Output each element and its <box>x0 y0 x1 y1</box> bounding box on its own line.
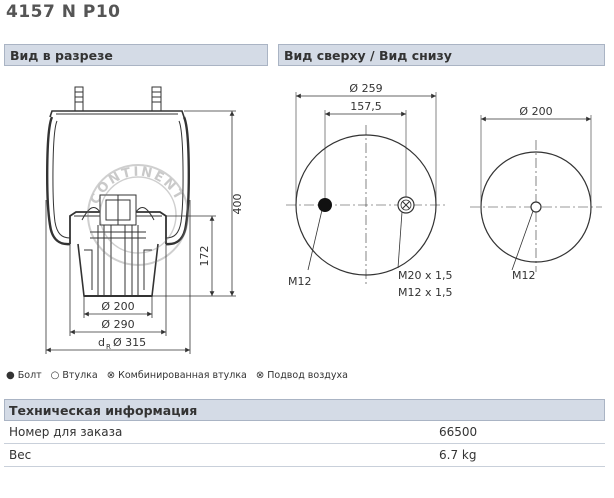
height-lower-label: 172 <box>198 245 211 267</box>
dia-315-label: Ø 315 <box>113 336 147 349</box>
bottom-view-drawing <box>470 115 602 272</box>
table-row <box>4 421 605 444</box>
bushing-icon <box>531 202 541 212</box>
watermark-text: CONTINENT <box>87 164 187 207</box>
legend-item-combined-bushing <box>107 370 247 381</box>
tech-info-title: Техническая информация <box>4 399 605 421</box>
legend-item-bushing <box>51 370 98 381</box>
top-bottom-view-header: Вид сверху / Вид снизу <box>278 44 605 66</box>
weight-value: 6.7 kg <box>439 448 477 462</box>
product-title: 4157 N P10 <box>6 2 121 22</box>
top-left-thread-label: M12 <box>288 275 312 288</box>
legend-label: Втулка <box>62 370 98 381</box>
combined-bushing-icon: ⊗ <box>106 369 116 381</box>
legend-item-air-inlet <box>256 370 348 381</box>
combined-bushing-icon <box>398 197 414 213</box>
legend <box>6 370 348 381</box>
dia-r-prefix: d <box>98 336 105 349</box>
top-spacing-label: 157,5 <box>350 100 382 113</box>
table-row <box>4 444 605 467</box>
height-total-label: 400 <box>231 193 244 215</box>
bolt-icon <box>318 198 332 212</box>
dia-200-label: Ø 200 <box>101 300 135 313</box>
weight-key: Вес <box>9 448 32 462</box>
bolt-icon: ● <box>6 369 15 381</box>
bottom-dia-label: Ø 200 <box>519 105 553 118</box>
dia-290-label: Ø 290 <box>101 318 135 331</box>
bushing-icon: ○ <box>50 369 60 381</box>
top-right-thread-label-1: M20 x 1,5 <box>398 269 453 282</box>
bottom-thread-label: M12 <box>512 269 536 282</box>
technical-drawing <box>0 66 614 366</box>
air-inlet-icon: ⊗ <box>255 369 265 381</box>
legend-label: Подвод воздуха <box>267 370 348 381</box>
order-number-value: 66500 <box>439 425 478 439</box>
top-view-drawing <box>286 92 446 285</box>
legend-label: Болт <box>17 370 42 381</box>
top-right-thread-label-2: M12 x 1,5 <box>398 286 453 299</box>
top-studs <box>75 87 161 111</box>
top-dia-label: Ø 259 <box>349 82 383 95</box>
section-view-header: Вид в разрезе <box>4 44 268 66</box>
height-dimensions <box>152 111 236 296</box>
dia-r-sub: R <box>106 343 111 351</box>
tech-info-table <box>4 399 605 467</box>
order-number-key: Номер для заказа <box>9 425 123 439</box>
legend-label: Комбинированная втулка <box>118 370 247 381</box>
legend-item-bolt <box>6 370 42 381</box>
